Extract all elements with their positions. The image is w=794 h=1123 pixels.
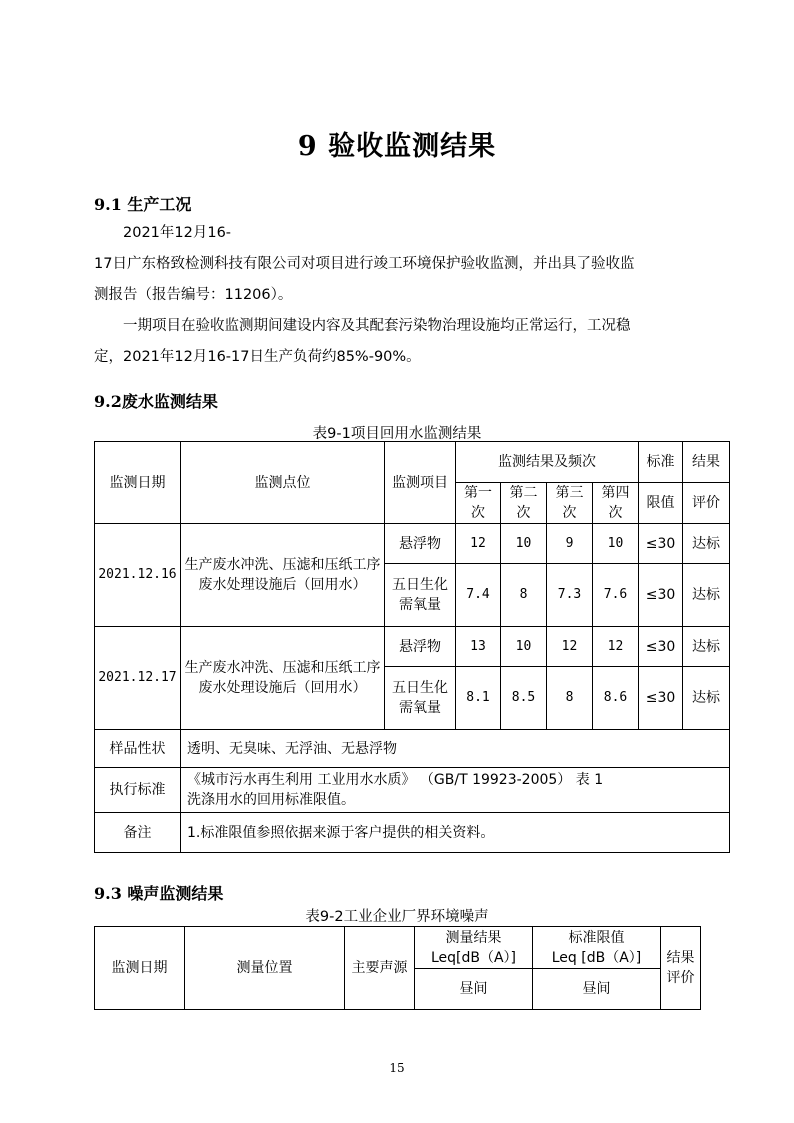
value-cell: 10: [593, 524, 639, 564]
paragraph-line: 2021年12月16-: [123, 225, 232, 241]
section-9-1-body: [94, 218, 700, 373]
evaluation-cell: 达标: [683, 627, 730, 667]
header-date: 监测日期: [95, 442, 181, 524]
paragraph-line: 定，2021年12月16-17日生产负荷约85%-90%。: [94, 349, 421, 365]
section-heading-9-3: 9.3 噪声监测结果: [94, 884, 224, 903]
value-cell: 7.6: [593, 564, 639, 627]
noise-header-date: 监测日期: [95, 927, 185, 1010]
noise-header-result: 结果评价: [661, 927, 701, 1010]
table-caption-9-1: 表9-1项目回用水监测结果: [312, 426, 482, 442]
noise-header-position: 测量位置: [185, 927, 345, 1010]
paragraph-line: 测报告（报告编号：11206）。: [94, 287, 293, 303]
header-evaluation: 评价: [683, 483, 730, 524]
note-label: 备注: [95, 813, 181, 853]
value-cell: 10: [501, 524, 547, 564]
table-row: [95, 627, 730, 667]
sample-label: 样品性状: [95, 730, 181, 768]
header-time-1: 第一次: [456, 483, 501, 524]
header-time-3: 第三次: [547, 483, 593, 524]
value-cell: 8.5: [501, 667, 547, 730]
sample-value: 透明、无臭味、无浮油、无悬浮物: [181, 730, 730, 768]
sample-date: 2021.12.16: [95, 524, 181, 627]
header-point: 监测点位: [181, 442, 385, 524]
sample-item: 五日生化需氧量: [385, 667, 456, 730]
table-row: [95, 524, 730, 564]
value-cell: 8.1: [456, 667, 501, 730]
value-cell: 12: [456, 524, 501, 564]
noise-header-limit: [533, 927, 661, 969]
noise-table: [94, 926, 701, 1010]
standard-value: [181, 768, 730, 813]
limit-cell: ≤30: [639, 564, 683, 627]
noise-header-day: 昼间: [533, 969, 661, 1010]
page-title: 9 验收监测结果: [297, 131, 497, 162]
noise-header-measure-line: 测量结果: [445, 929, 502, 946]
standard-label: 执行标准: [95, 768, 181, 813]
limit-cell: ≤30: [639, 524, 683, 564]
noise-header-source: 主要声源: [345, 927, 415, 1010]
section-heading-9-2: 9.2废水监测结果: [94, 392, 218, 411]
value-cell: 13: [456, 627, 501, 667]
sample-point: 生产废水冲洗、压滤和压纸工序废水处理设施后（回用水）: [181, 627, 385, 730]
evaluation-cell: 达标: [683, 524, 730, 564]
standard-value-line: 《城市污水再生利用 工业用水水质》 （GB/T 19923-2005） 表 1: [187, 772, 604, 788]
value-cell: 7.3: [547, 564, 593, 627]
wastewater-table: [94, 441, 730, 853]
value-cell: 12: [547, 627, 593, 667]
sample-date: 2021.12.17: [95, 627, 181, 730]
evaluation-cell: 达标: [683, 667, 730, 730]
header-results: 监测结果及频次: [456, 442, 639, 483]
noise-header-limit-line: 标准限值: [568, 929, 625, 946]
value-cell: 9: [547, 524, 593, 564]
noise-header-day: 昼间: [415, 969, 533, 1010]
value-cell: 8: [501, 564, 547, 627]
sample-item: 悬浮物: [385, 627, 456, 667]
value-cell: 8: [547, 667, 593, 730]
header-result: 结果: [683, 442, 730, 483]
header-item: 监测项目: [385, 442, 456, 524]
value-cell: 10: [501, 627, 547, 667]
noise-header-limit-line: Leq [dB（A）]: [551, 949, 642, 966]
table-caption-9-2: 表9-2工业企业厂界环境噪声: [305, 909, 489, 925]
limit-cell: ≤30: [639, 627, 683, 667]
section-heading-9-1: 9.1 生产工况: [94, 195, 192, 214]
header-standard: 标准: [639, 442, 683, 483]
paragraph-line: 一期项目在验收监测期间建设内容及其配套污染物治理设施均正常运行，工况稳: [123, 318, 631, 334]
page-number: 15: [389, 1061, 405, 1075]
noise-header-measure-line: Leq[dB（A）]: [430, 949, 517, 966]
sample-item: 五日生化需氧量: [385, 564, 456, 627]
paragraph-line: 17日广东格致检测科技有限公司对项目进行竣工环境保护验收监测，并出具了验收监: [94, 256, 635, 272]
header-time-2: 第二次: [501, 483, 547, 524]
sample-point: 生产废水冲洗、压滤和压纸工序废水处理设施后（回用水）: [181, 524, 385, 627]
note-value: 1.标准限值参照依据来源于客户提供的相关资料。: [181, 813, 730, 853]
limit-cell: ≤30: [639, 667, 683, 730]
value-cell: 8.6: [593, 667, 639, 730]
header-limit: 限值: [639, 483, 683, 524]
noise-header-measure: [415, 927, 533, 969]
header-time-4: 第四次: [593, 483, 639, 524]
evaluation-cell: 达标: [683, 564, 730, 627]
sample-item: 悬浮物: [385, 524, 456, 564]
value-cell: 12: [593, 627, 639, 667]
standard-value-line: 洗涤用水的回用标准限值。: [187, 792, 355, 808]
value-cell: 7.4: [456, 564, 501, 627]
